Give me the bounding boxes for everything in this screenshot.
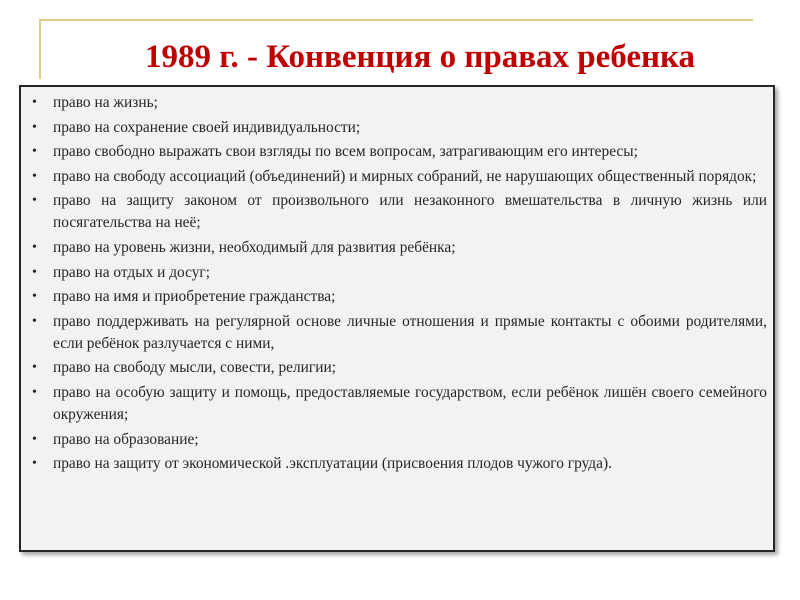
slide-title: 1989 г. - Конвенция о правах ребенка <box>144 39 696 75</box>
bullet-icon: • <box>32 239 37 255</box>
decorative-frame-left-line <box>39 19 41 79</box>
bullet-icon: • <box>32 144 37 160</box>
list-item-text: право на отдых и досуг; <box>53 263 211 281</box>
bullet-icon: • <box>32 313 37 329</box>
list-item-text: право на свободу мысли, совести, религии; <box>53 359 336 377</box>
list-item-text: право на особую защиту и помощь, предоставляемые государством, если ребёнок лишён своего семейного окружения; <box>53 383 767 423</box>
list-item <box>29 286 767 308</box>
list-item <box>29 429 767 451</box>
list-item-text: право на сохранение своей индивидуальности; <box>53 118 361 136</box>
list-item <box>29 262 767 284</box>
list-item <box>29 453 767 475</box>
bullet-icon: • <box>32 431 37 447</box>
list-item-text: право на свободу ассоциаций (объединений) и мирных собраний, не нарушающих общественный порядок; <box>53 167 757 185</box>
list-item <box>29 166 767 188</box>
list-item-text: право на имя и приобретение гражданства; <box>53 288 336 306</box>
bullet-icon: • <box>32 168 37 184</box>
list-item <box>29 141 767 163</box>
bullet-icon: • <box>32 95 37 110</box>
bullet-icon: • <box>32 360 37 376</box>
list-item <box>29 311 767 355</box>
bullet-icon: • <box>32 289 37 305</box>
list-item <box>29 357 767 379</box>
list-item <box>29 117 767 139</box>
list-item-text: право свободно выражать свои взгляды по всем вопросам, затрагивающим его интересы; <box>53 143 638 161</box>
bullet-icon: • <box>32 119 37 135</box>
list-item-text: право поддерживать на регулярной основе личные отношения и прямые контакты с обоими родителями, если ребёнок разлучается с ними, <box>53 312 767 352</box>
bullet-icon: • <box>32 193 37 209</box>
list-item-text: право на образование; <box>53 430 199 448</box>
bullet-icon: • <box>32 264 37 280</box>
bullet-icon: • <box>32 456 37 472</box>
bullet-icon: • <box>32 384 37 400</box>
list-item <box>29 237 767 259</box>
list-item <box>29 190 767 234</box>
list-item-text: право на защиту законом от произвольного или незаконного вмешательства в личную жизнь или посягательства на неё; <box>53 192 767 232</box>
list-item-text: право на уровень жизни, необходимый для развития ребёнка; <box>53 238 456 256</box>
list-item <box>29 382 767 426</box>
list-item-text: право на защиту от экономической .эксплуатации (присвоения плодов чужого груда). <box>53 455 612 473</box>
decorative-frame-top-line <box>39 19 753 21</box>
rights-list <box>29 92 767 475</box>
list-item <box>29 92 767 114</box>
rights-content-box <box>19 85 775 552</box>
list-item-text: право на жизнь; <box>53 94 158 111</box>
